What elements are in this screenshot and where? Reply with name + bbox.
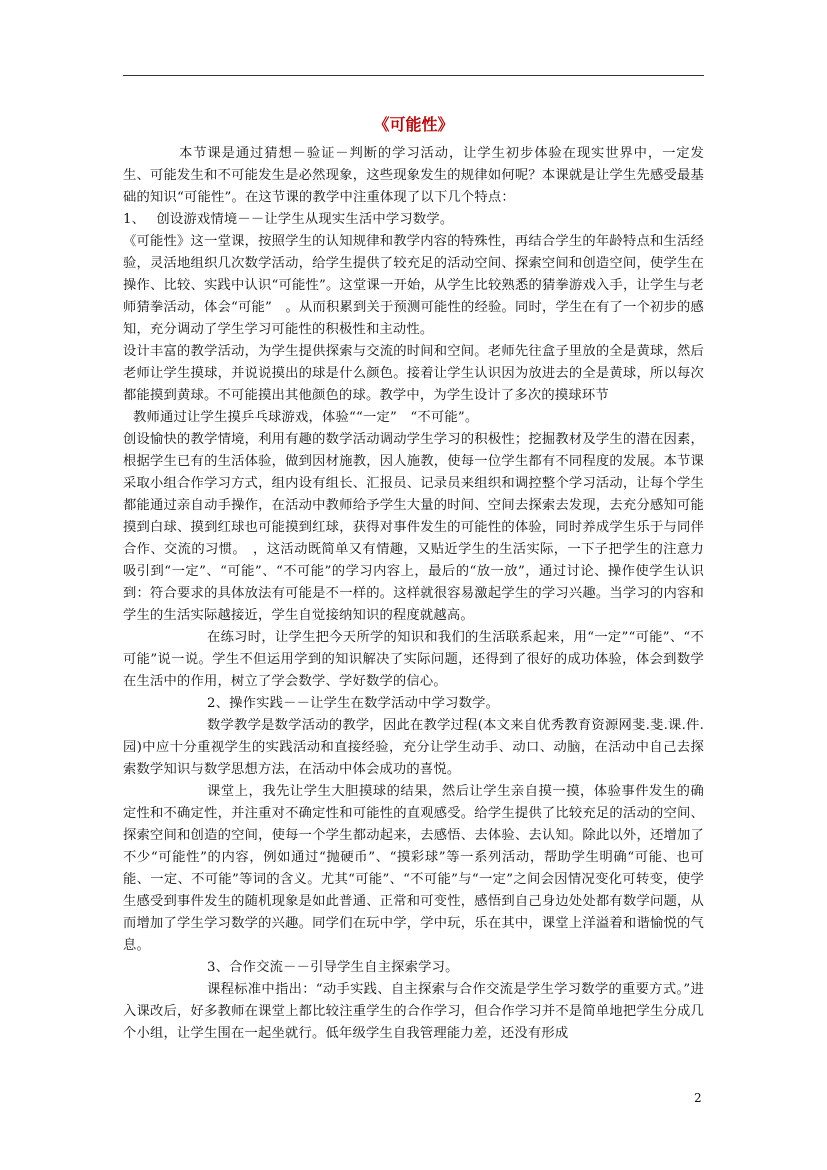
paragraph: 课程标准中指出：“动手实践、自主探索与合作交流是学生学习数学的重要方式。”进入课改后，好多教师在课堂上都比较注重学生的合作学习，但合作学习并不是简单地把学生分成几个小组，让学生围在一起坐就行。低年级学生自我管理能力差，还没有形成: [123, 982, 704, 1041]
paragraph: 课堂上，我先让学生大胆摸球的结果，然后让学生亲自摸一摸，体验事件发生的确定性和不确定性，并注重对不确定性和可能性的直观感受。给学生提供了比较充足的活动的空间、探索空间和创造的空间，使每一个学生都动起来，去感悟、去体验、去认知。除此以外，还增加了不少“可能性”的内容，例如通过“抛硬币”、“摸彩球”等一系列活动，帮助学生明确“可能、也可能、一定、不可能”等词的含义。尤其“可能”、“不可能”与“一定”之间会因情况变化可转变，使学生感受到事件发生的随机现象是如此普通、正常和可变性，感悟到自己身边处处都有数学问题，从而增加了学生学习数学的兴趣。同学们在玩中学，学中玩，乐在其中，课堂上洋溢着和谐愉悦的气息。: [123, 784, 704, 953]
paragraph: 2、操作实践－－让学生在数学活动中学习数学。: [207, 696, 500, 711]
page-number: 2: [694, 1091, 702, 1105]
paragraph: 数学教学是数学活动的教学，因此在教学过程(本文来自优秀教育资源网斐.斐.课.件.园)中应十分重视学生的实践活动和直接经验，充分让学生动手、动口、动脑，在活动中自己去探索数学知识与数学思想方法，在活动中体会成功的喜悦。: [123, 718, 704, 777]
paragraph: 1、 创设游戏情境－－让学生从现实生活中学习数学。: [123, 212, 454, 227]
paragraph: 教师通过让学生摸乒乓球游戏，体验““一定” “不可能”。: [133, 410, 479, 425]
header-rule: [123, 75, 704, 76]
paragraph: 3、合作交流－－引导学生自主探索学习。: [207, 960, 459, 975]
paragraph: 《可能性》这一堂课，按照学生的认知规律和教学内容的特殊性，再结合学生的年龄特点和生活经验，灵活地组织几次数学活动，给学生提供了较充足的活动空间、探索空间和创造空间，使学生在操作、比较、实践中认识“可能性”。这堂课一开始，从学生比较熟悉的猜拳游戏入手，让学生与老师猜拳活动，体会“可能” 。从而积累到关于预测可能性的经验。同时，学生在有了一个初步的感知，充分调动了学生学习可能性的积极性和主动性。: [123, 234, 704, 337]
paragraph: 设计丰富的教学活动，为学生提供探索与交流的时间和空间。老师先往盒子里放的全是黄球，然后老师让学生摸球，并说说摸出的球是什么颜色。接着让学生认识因为放进去的全是黄球，所以每次都能摸到黄球。不可能摸出其他颜色的球。教学中，为学生设计了多次的摸球环节: [123, 344, 704, 403]
document-title: 《可能性》: [373, 115, 454, 134]
paragraph: 创设愉快的教学情境，利用有趣的数学活动调动学生学习的积极性；挖掘教材及学生的潜在因素，根据学生已有的生活体验，做到因材施教，因人施教，使每一位学生都有不同程度的发展。本节课采取小组合作学习方式，组内设有组长、汇报员、记录员来组织和调控整个学习活动，让每个学生都能通过亲自动手操作，在活动中教师给予学生大量的时间、空间去探索去发现，去充分感知可能摸到白球、摸到红球也可能摸到红球，获得对事件发生的可能性的体验，同时养成学生乐于与同伴合作、交流的习惯。 ，这活动既简单又有情趣，又贴近学生的生活实际，一下子把学生的注意力吸引到“一定”、“可能”、“不可能”的学习内容上，最后的“放一放”，通过讨论、操作使学生认识到：符合要求的具体放法有可能是不一样的。这样就很容易激起学生的学习兴趣。当学习的内容和学生的生活实际越接近，学生自觉接纳知识的程度就越高。: [123, 432, 704, 623]
paragraph: 本节课是通过猜想－验证－判断的学习活动，让学生初步体验在现实世界中，一定发生、可能发生和不可能发生是必然现象，这些现象发生的规律如何呢？本课就是让学生先感受最基础的知识“可能性”。在这节课的教学中注重体现了以下几个特点：: [123, 146, 704, 205]
document-body: [123, 143, 704, 1045]
paragraph: 在练习时，让学生把今天所学的知识和我们的生活联系起来，用“一定”“可能”、“不可能”说一说。学生不但运用学到的知识解决了实际问题，还得到了很好的成功体验，体会到数学在生活中的作用，树立了学会数学、学好数学的信心。: [123, 630, 704, 689]
